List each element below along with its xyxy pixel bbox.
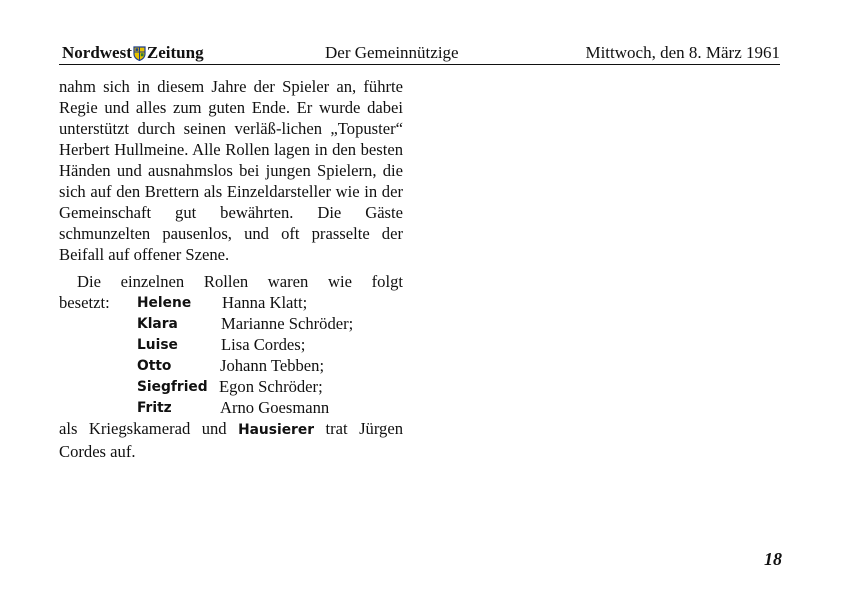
closing-role: Hausierer	[238, 422, 315, 438]
cast-row	[59, 313, 403, 334]
page-number: 18	[764, 549, 782, 569]
cast-role: Otto	[137, 358, 172, 374]
cast-row	[59, 376, 403, 397]
cast-lead: besetzt:	[59, 293, 110, 312]
article-column	[59, 76, 403, 462]
cast-actor: Johann Tebben;	[220, 356, 325, 375]
newspaper-brand	[62, 43, 204, 63]
cast-row	[59, 355, 403, 376]
brand-name-right: Zeitung	[146, 43, 204, 62]
article-paragraph: nahm sich in diesem Jahre der Spieler an, führte Regie und alles zum guten Ende. Er wurde dabei unterstützt durch seinen verläß-lichen „Topuster“ Herbert Hullmeine. Alle Rollen lagen in den besten Händen und ausnahmslos bei jungen Spielern, die sich auf den Brettern als Einzeldarsteller wie in der Gemeinschaft gut bewährten. Die Gäste schmunzelten pausenlos, und oft prasselte der Beifall auf offener Szene.	[59, 77, 403, 264]
closing-text-end: trat Jürgen	[325, 419, 404, 438]
cast-actor: Hanna Klatt;	[222, 293, 308, 312]
cast-role: Helene	[137, 295, 192, 311]
cast-actor: Egon Schröder;	[219, 377, 323, 396]
section-title: Der Gemeinnützige	[325, 43, 459, 62]
cast-row	[59, 292, 403, 313]
cast-actor: Arno Goesmann	[220, 398, 330, 417]
cast-actor: Marianne Schröder;	[221, 314, 354, 333]
cast-section	[59, 271, 403, 462]
brand-name-left: Nordwest	[62, 43, 132, 62]
issue-date: Mittwoch, den 8. März 1961	[585, 43, 780, 62]
coat-of-arms-icon	[133, 46, 146, 61]
cast-row	[59, 397, 403, 418]
newspaper-header	[59, 40, 780, 65]
cast-role: Siegfried	[137, 379, 208, 395]
closing-line	[59, 418, 403, 441]
cast-role: Luise	[137, 337, 178, 353]
cast-role: Fritz	[137, 400, 172, 416]
cast-actor: Lisa Cordes;	[221, 335, 306, 354]
closing-text-start: als Kriegskamerad und	[59, 419, 227, 438]
cast-role: Klara	[137, 316, 178, 332]
closing-line-2: Cordes auf.	[59, 442, 136, 461]
cast-row	[59, 334, 403, 355]
cast-intro: Die einzelnen Rollen waren wie folgt	[77, 272, 403, 291]
